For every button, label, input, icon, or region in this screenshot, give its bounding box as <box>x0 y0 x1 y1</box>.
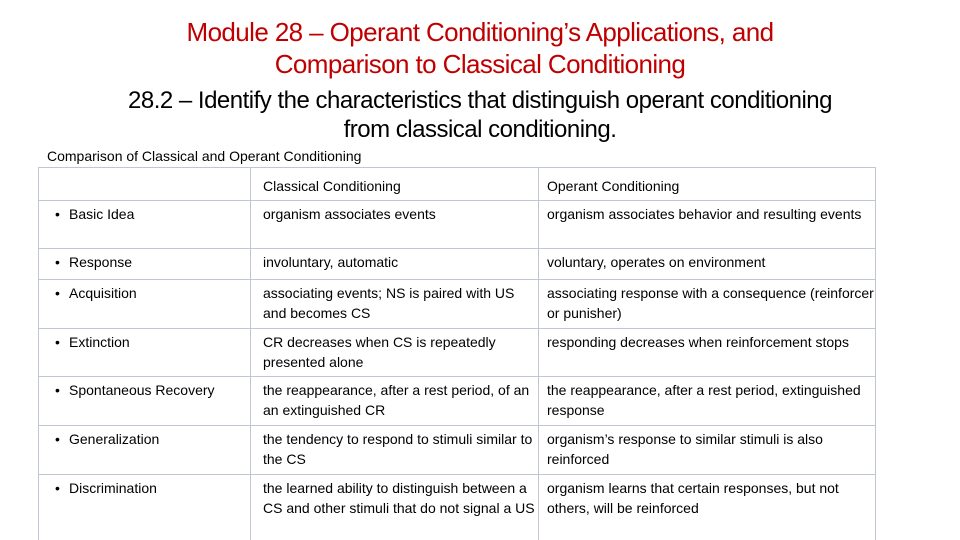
table-row <box>39 280 876 329</box>
bullet: • <box>55 254 60 270</box>
bullet: • <box>55 382 60 398</box>
header-cell-classical: Classical Conditioning <box>251 168 539 201</box>
operant-cell: the reappearance, after a rest period, extinguished response <box>539 377 876 426</box>
classical-cell: associating events; NS is paired with US and becomes CS <box>251 280 539 329</box>
operant-cell: organism learns that certain responses, but not others, will be reinforced <box>539 475 876 540</box>
operant-cell: organism associates behavior and resulting events <box>539 201 876 249</box>
slide-subtitle-line-1: 28.2 – Identify the characteristics that distinguish operant conditioning <box>128 87 832 114</box>
row-label-cell <box>39 249 251 280</box>
operant-cell: voluntary, operates on environment <box>539 249 876 280</box>
row-label-cell <box>39 329 251 377</box>
row-label: Discrimination <box>69 480 157 496</box>
bullet: • <box>55 285 60 301</box>
table-row <box>39 249 876 280</box>
slide-title-line-1: Module 28 – Operant Conditioning’s Applications, and <box>186 17 774 47</box>
slide-subtitle-line-2: from classical conditioning. <box>343 116 617 143</box>
table-row <box>39 426 876 475</box>
table-row <box>39 475 876 540</box>
row-label-cell <box>39 280 251 329</box>
classical-cell: CR decreases when CS is repeatedly presented alone <box>251 329 539 377</box>
operant-cell: responding decreases when reinforcement stops <box>539 329 876 377</box>
table-row <box>39 201 876 249</box>
row-label-cell <box>39 475 251 540</box>
bullet: • <box>55 334 60 350</box>
slide-subtitle <box>30 86 930 144</box>
slide-title <box>0 16 960 80</box>
row-label: Generalization <box>69 431 160 447</box>
header-cell-operant: Operant Conditioning <box>539 168 876 201</box>
operant-cell: organism’s response to similar stimuli is also reinforced <box>539 426 876 475</box>
classical-cell: the reappearance, after a rest period, of an an extinguished CR <box>251 377 539 426</box>
row-label: Extinction <box>69 334 130 350</box>
row-label: Spontaneous Recovery <box>69 382 215 398</box>
table-row <box>39 377 876 426</box>
classical-cell: the tendency to respond to stimuli similar to the CS <box>251 426 539 475</box>
row-label: Acquisition <box>69 285 137 301</box>
row-label-cell <box>39 201 251 249</box>
operant-cell: associating response with a consequence (reinforcer or punisher) <box>539 280 876 329</box>
classical-cell: involuntary, automatic <box>251 249 539 280</box>
header-cell-empty <box>39 168 251 201</box>
comparison-table <box>38 167 876 540</box>
bullet: • <box>55 431 60 447</box>
table-row <box>39 329 876 377</box>
row-label: Response <box>69 254 133 270</box>
table-caption: Comparison of Classical and Operant Conditioning <box>47 148 362 164</box>
row-label-cell <box>39 377 251 426</box>
bullet: • <box>55 480 60 496</box>
table-header-row <box>39 168 876 201</box>
slide-title-line-2: Comparison to Classical Conditioning <box>274 49 686 79</box>
row-label: Basic Idea <box>69 206 135 222</box>
classical-cell: the learned ability to distinguish between a CS and other stimuli that do not signal a US <box>251 475 539 540</box>
classical-cell: organism associates events <box>251 201 539 249</box>
bullet: • <box>55 206 60 222</box>
row-label-cell <box>39 426 251 475</box>
